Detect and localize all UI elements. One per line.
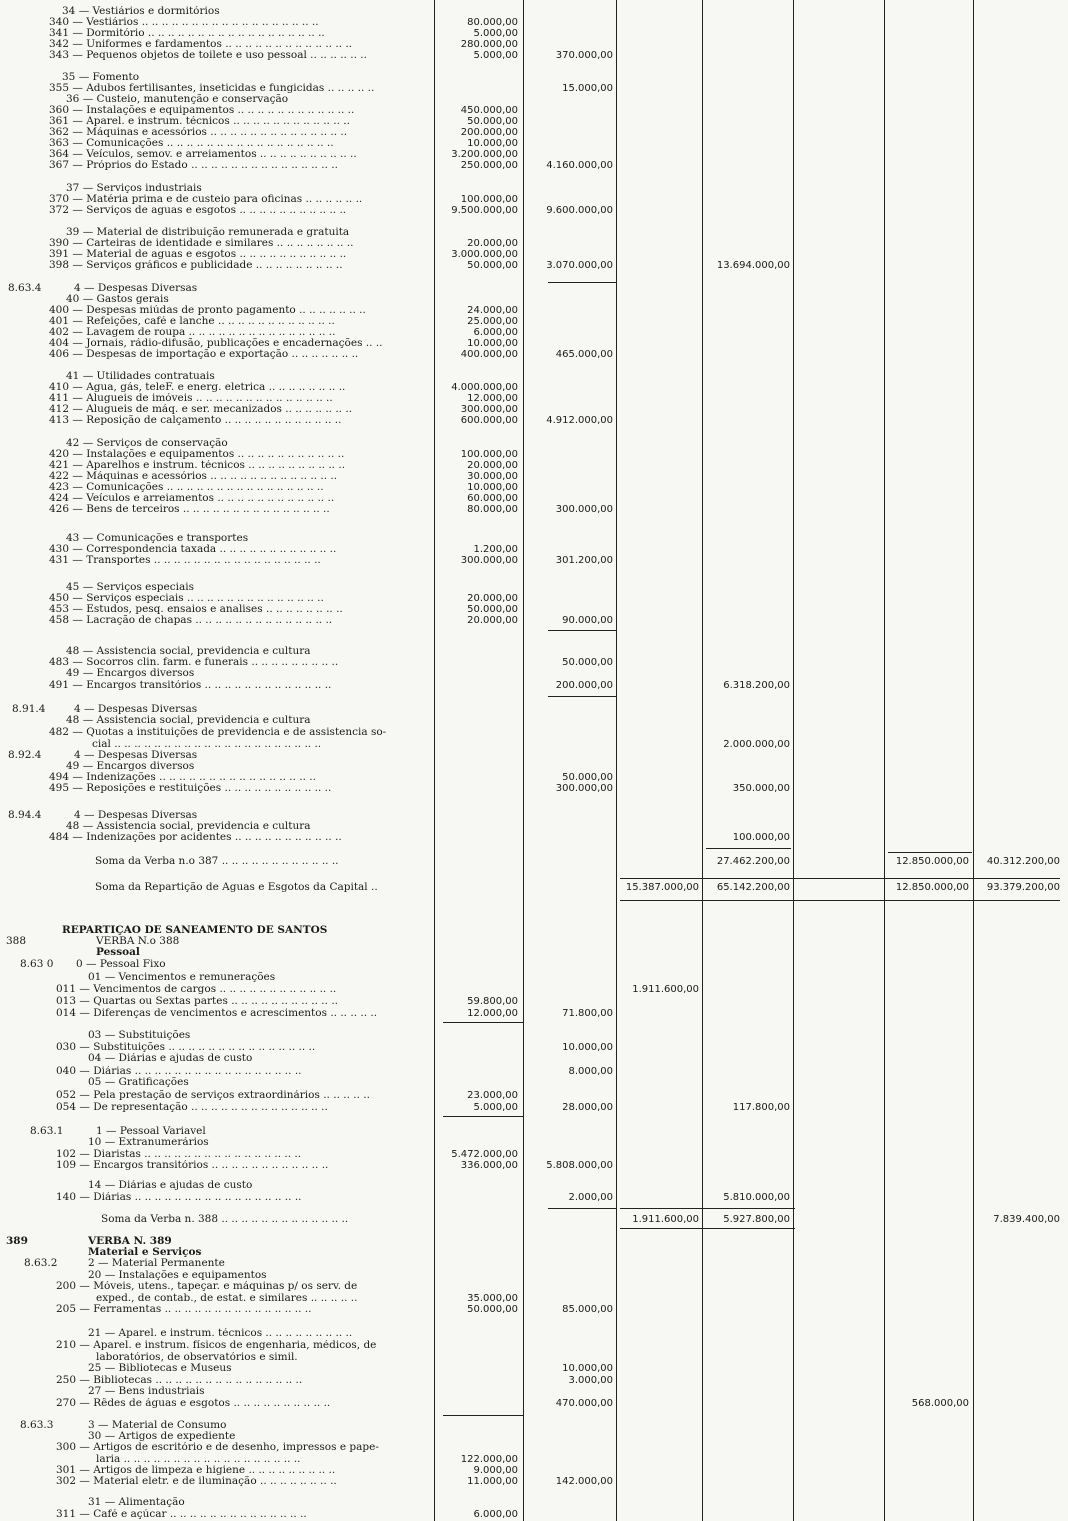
row-label: laboratórios, de observatórios e simil. (96, 1352, 298, 1363)
row-label: 367 — Próprios do Estado .. .. .. .. .. .. .. .. .. .. .. .. .. .. .. (49, 160, 338, 171)
amount-col-d: 100.000,00 (732, 832, 790, 843)
amount-col-b: 50.000,00 (562, 657, 613, 668)
row-label: 4 — Despesas Diversas (74, 750, 198, 761)
row-label: 372 — Serviços de aguas e esgotos .. .. .. .. .. .. .. .. .. .. .. (49, 205, 347, 216)
row-label: 426 — Bens de terceiros .. .. .. .. .. .. .. .. .. .. .. .. .. .. .. (49, 504, 330, 515)
row-label: 4 — Despesas Diversas (74, 810, 198, 821)
row-label: 8.63.1 (30, 1126, 64, 1137)
amount-col-f: 12.850.000,00 (895, 882, 969, 893)
subtotal-rule (620, 1208, 795, 1209)
row-label: 8.94.4 (8, 810, 42, 821)
row-label: 4 — Despesas Diversas (74, 283, 198, 294)
amount-col-d: 5.810.000,00 (723, 1192, 790, 1203)
row-label: 8.63.4 (8, 283, 42, 294)
amount-col-b: 4.160.000,00 (546, 160, 613, 171)
amount-col-b: 15.000,00 (562, 83, 613, 94)
row-label: 013 — Quartas ou Sextas partes .. .. .. .. .. .. .. .. .. .. .. (56, 996, 338, 1007)
amount-col-a: 5.000,00 (473, 28, 518, 39)
row-label: 49 — Encargos diversos (66, 761, 195, 772)
row-label: 355 — Adubos fertilisantes, inseticidas e fungicidas .. .. .. .. .. (49, 83, 375, 94)
amount-col-f: 568.000,00 (911, 1398, 969, 1409)
amount-col-a: 50.000,00 (467, 116, 518, 127)
row-label: 400 — Despesas miúdas de pronto pagamento .. .. .. .. .. .. .. (49, 305, 366, 316)
row-label: 360 — Instalações e equipamentos .. .. .. .. .. .. .. .. .. .. .. .. (49, 105, 355, 116)
row-label: 200 — Móveis, utens., tapeçar. e máquinas p/ os serv. de (56, 1281, 358, 1292)
row-label: 342 — Uniformes e fardamentos .. .. .. .. .. .. .. .. .. .. .. .. .. (49, 39, 353, 50)
amount-col-a: 10.000,00 (467, 482, 518, 493)
row-label: 8.92.4 (8, 750, 42, 761)
amount-col-a: 100.000,00 (460, 194, 518, 205)
row-label: 402 — Lavagem de roupa .. .. .. .. .. .. .. .. .. .. .. .. .. .. .. (49, 327, 336, 338)
row-label: VERBA N.o 388 (96, 936, 180, 947)
amount-col-d: 5.927.800,00 (723, 1214, 790, 1225)
amount-col-a: 6.000,00 (473, 327, 518, 338)
row-label: 422 — Máquinas e acessórios .. .. .. .. .. .. .. .. .. .. .. .. .. (49, 471, 338, 482)
row-label: 300 — Artigos de escritório e de desenho, impressos e pape- (56, 1442, 379, 1453)
amount-col-c: 15.387.000,00 (625, 882, 699, 893)
amount-col-b: 85.000,00 (562, 1304, 613, 1315)
subtotal-rule (548, 696, 616, 697)
row-label: 109 — Encargos transitórios .. .. .. .. .. .. .. .. .. .. .. .. (56, 1160, 329, 1171)
amount-col-a: 9.000,00 (473, 1465, 518, 1476)
subtotal-rule (443, 1415, 523, 1416)
row-label: 302 — Material eletr. e de iluminação .. .. .. .. .. .. .. .. (56, 1476, 337, 1487)
amount-col-b: 10.000,00 (562, 1042, 613, 1053)
row-label: 8.91.4 (12, 704, 46, 715)
row-label: 364 — Veículos, semov. e arreiamentos .. .. .. .. .. .. .. .. .. .. (49, 149, 357, 160)
row-label: Soma da Verba n. 388 .. .. .. .. .. .. .. .. .. .. .. .. .. (101, 1214, 349, 1225)
row-label: 3 — Material de Consumo (88, 1420, 227, 1431)
amount-col-a: 50.000,00 (467, 604, 518, 615)
amount-col-a: 450.000,00 (460, 105, 518, 116)
amount-col-b: 4.912.000,00 (546, 415, 613, 426)
amount-col-b: 300.000,00 (555, 504, 613, 515)
subtotal-rule (620, 1228, 795, 1229)
column-rule (702, 0, 703, 1521)
row-label: 421 — Aparelhos e instrum. técnicos .. .. .. .. .. .. .. .. .. .. (49, 460, 346, 471)
amount-col-a: 20.000,00 (467, 615, 518, 626)
amount-col-b: 28.000,00 (562, 1102, 613, 1113)
row-label: 341 — Dormitório .. .. .. .. .. .. .. .. .. .. .. .. .. .. .. .. .. .. (49, 28, 325, 39)
amount-col-a: 250.000,00 (460, 160, 518, 171)
amount-col-a: 10.000,00 (467, 338, 518, 349)
row-label: Pessoal (96, 947, 140, 958)
row-label: 398 — Serviços gráficos e publicidade .. .. .. .. .. .. .. .. .. (49, 260, 343, 271)
row-label: 25 — Bibliotecas e Museus (88, 1363, 232, 1374)
row-label: 423 — Comunicações .. .. .. .. .. .. .. .. .. .. .. .. .. .. .. .. (49, 482, 324, 493)
row-label: 482 — Quotas a instituições de previdencia e de assistencia so- (49, 727, 387, 738)
amount-col-a: 59.800,00 (467, 996, 518, 1007)
row-label: 27 — Bens industriais (88, 1386, 205, 1397)
amount-col-a: 400.000,00 (460, 349, 518, 360)
row-label: 363 — Comunicações .. .. .. .. .. .. .. .. .. .. .. .. .. .. .. .. .. (49, 138, 334, 149)
amount-col-d: 117.800,00 (732, 1102, 790, 1113)
subtotal-rule (443, 1022, 523, 1023)
amount-col-f: 12.850.000,00 (895, 856, 969, 867)
row-label: 14 — Diárias e ajudas de custo (88, 1180, 253, 1191)
amount-col-a: 60.000,00 (467, 493, 518, 504)
amount-col-a: 11.000,00 (467, 1476, 518, 1487)
subtotal-rule (548, 1208, 616, 1209)
amount-col-a: 200.000,00 (460, 127, 518, 138)
amount-col-a: 24.000,00 (467, 305, 518, 316)
row-label: 39 — Material de distribuição remunerada e gratuita (66, 227, 350, 238)
amount-col-d: 27.462.200,00 (716, 856, 790, 867)
amount-col-a: 80.000,00 (467, 504, 518, 515)
row-label: 36 — Custeio, manutenção e conservação (66, 94, 289, 105)
row-label: 370 — Matéria prima e de custeio para oficinas .. .. .. .. .. .. (49, 194, 363, 205)
amount-col-d: 6.318.200,00 (723, 680, 790, 691)
row-label: 450 — Serviços especiais .. .. .. .. .. .. .. .. .. .. .. .. .. .. (49, 593, 324, 604)
row-label: 20 — Instalações e equipamentos (88, 1270, 267, 1281)
row-label: exped., de contab., de estat. e similares .. .. .. .. .. (96, 1293, 358, 1304)
amount-col-a: 50.000,00 (467, 1304, 518, 1315)
amount-col-a: 1.200,00 (473, 544, 518, 555)
row-label: 49 — Encargos diversos (66, 668, 195, 679)
amount-col-g: 40.312.200,00 (986, 856, 1060, 867)
row-label: 391 — Material de aguas e esgotos .. .. .. .. .. .. .. .. .. .. .. (49, 249, 347, 260)
row-label: 03 — Substituições (88, 1030, 191, 1041)
amount-col-b: 9.600.000,00 (546, 205, 613, 216)
amount-col-a: 280.000,00 (460, 39, 518, 50)
row-label: 8.63.3 (20, 1420, 54, 1431)
row-label: 01 — Vencimentos e remunerações (88, 972, 276, 983)
column-rule (523, 0, 524, 1521)
row-label: 10 — Extranumerários (88, 1137, 209, 1148)
subtotal-rule (620, 878, 1060, 879)
row-label: 030 — Substituições .. .. .. .. .. .. .. .. .. .. .. .. .. .. .. (56, 1042, 316, 1053)
row-label: 011 — Vencimentos de cargos .. .. .. .. .. .. .. .. .. .. .. .. (56, 984, 337, 995)
row-label: VERBA N. 389 (88, 1236, 172, 1247)
column-rule (616, 0, 617, 1521)
amount-col-a: 12.000,00 (467, 1008, 518, 1019)
row-label: 054 — De representação .. .. .. .. .. .. .. .. .. .. .. .. .. .. (56, 1102, 328, 1113)
row-label: 361 — Aparel. e instrum. técnicos .. .. .. .. .. .. .. .. .. .. .. .. (49, 116, 350, 127)
amount-col-b: 2.000,00 (568, 1192, 613, 1203)
amount-col-b: 3.070.000,00 (546, 260, 613, 271)
row-label: 21 — Aparel. e instrum. técnicos .. .. .. .. .. .. .. .. .. (88, 1328, 353, 1339)
amount-col-a: 10.000,00 (467, 138, 518, 149)
amount-col-a: 30.000,00 (467, 471, 518, 482)
row-label: 483 — Socorros clin. farm. e funerais .. .. .. .. .. .. .. .. .. (49, 657, 339, 668)
row-label: 205 — Ferramentas .. .. .. .. .. .. .. .. .. .. .. .. .. .. .. (56, 1304, 312, 1315)
amount-col-a: 3.000.000,00 (451, 249, 518, 260)
row-label: 30 — Artigos de expediente (88, 1431, 236, 1442)
amount-col-g: 93.379.200,00 (986, 882, 1060, 893)
row-label: 37 — Serviços industriais (66, 183, 202, 194)
amount-col-a: 20.000,00 (467, 460, 518, 471)
row-label: 410 — Agua, gás, teleF. e energ. eletrica .. .. .. .. .. .. .. .. (49, 382, 346, 393)
subtotal-rule (620, 900, 1060, 901)
column-rule (793, 0, 794, 1521)
amount-col-b: 300.000,00 (555, 783, 613, 794)
row-label: 430 — Correspondencia taxada .. .. .. .. .. .. .. .. .. .. .. .. (49, 544, 337, 555)
row-label: 8.63.2 (24, 1258, 58, 1269)
row-label: laria .. .. .. .. .. .. .. .. .. .. .. .. .. .. .. .. .. .. (96, 1454, 301, 1465)
row-label: 389 (6, 1236, 28, 1247)
row-label: 301 — Artigos de limpeza e higiene .. .. .. .. .. .. .. .. .. (56, 1465, 336, 1476)
row-label: Soma da Verba n.o 387 .. .. .. .. .. .. .. .. .. .. .. .. (95, 856, 339, 867)
amount-col-a: 23.000,00 (467, 1090, 518, 1101)
row-label: 453 — Estudos, pesq. ensaios e analises .. .. .. .. .. .. .. .. (49, 604, 343, 615)
amount-col-b: 71.800,00 (562, 1008, 613, 1019)
row-label: 406 — Despesas de importação e exportação .. .. .. .. .. .. .. (49, 349, 359, 360)
amount-col-c: 1.911.600,00 (632, 1214, 699, 1225)
row-label: 34 — Vestiários e dormitórios (62, 6, 220, 17)
amount-col-a: 336.000,00 (460, 1160, 518, 1171)
row-label: 388 (6, 936, 27, 947)
amount-col-a: 25.000,00 (467, 316, 518, 327)
row-label: 42 — Serviços de conservação (66, 438, 228, 449)
row-label: 102 — Diaristas .. .. .. .. .. .. .. .. .. .. .. .. .. .. .. .. (56, 1149, 302, 1160)
row-label: 495 — Reposições e restituições .. .. .. .. .. .. .. .. .. .. .. (49, 783, 332, 794)
row-label: 41 — Utilidades contratuais (66, 371, 215, 382)
amount-col-a: 12.000,00 (467, 393, 518, 404)
row-label: 270 — Rêdes de águas e esgotos .. .. .. .. .. .. .. .. .. .. (56, 1398, 331, 1409)
row-label: 8.63 0 (20, 959, 54, 970)
amount-col-b: 8.000,00 (568, 1066, 613, 1077)
row-label: 362 — Máquinas e acessórios .. .. .. .. .. .. .. .. .. .. .. .. .. .. (49, 127, 348, 138)
amount-col-c: 1.911.600,00 (632, 984, 699, 995)
row-label: 431 — Transportes .. .. .. .. .. .. .. .. .. .. .. .. .. .. .. .. .. (49, 555, 321, 566)
amount-col-b: 50.000,00 (562, 772, 613, 783)
row-label: 43 — Comunicações e transportes (66, 533, 249, 544)
subtotal-rule (888, 852, 972, 853)
amount-col-a: 122.000,00 (460, 1454, 518, 1465)
row-label: 343 — Pequenos objetos de toilete e uso pessoal .. .. .. .. .. .. (49, 50, 367, 61)
amount-col-d: 13.694.000,00 (716, 260, 790, 271)
row-label: 140 — Diárias .. .. .. .. .. .. .. .. .. .. .. .. .. .. .. .. .. (56, 1192, 302, 1203)
row-label: 48 — Assistencia social, previdencia e cultura (66, 715, 311, 726)
row-label: 250 — Bibliotecas .. .. .. .. .. .. .. .. .. .. .. .. .. .. .. (56, 1375, 303, 1386)
subtotal-rule (548, 282, 616, 283)
amount-col-b: 3.000,00 (568, 1375, 613, 1386)
amount-col-b: 90.000,00 (562, 615, 613, 626)
amount-col-d: 350.000,00 (732, 783, 790, 794)
row-label: 404 — Jornais, rádio-difusão, publicações e encadernações .. .. (49, 338, 383, 349)
row-label: 48 — Assistencia social, previdencia e cultura (66, 821, 311, 832)
amount-col-a: 6.000,00 (473, 1509, 518, 1520)
row-label: 052 — Pela prestação de serviços extraordinários .. .. .. .. .. (56, 1090, 370, 1101)
row-label: 390 — Carteiras de identidade e similares .. .. .. .. .. .. .. .. (49, 238, 354, 249)
row-label: 401 — Refeições, café e lanche .. .. .. .. .. .. .. .. .. .. .. .. (49, 316, 335, 327)
amount-col-b: 10.000,00 (562, 1363, 613, 1374)
amount-col-a: 4.000.000,00 (451, 382, 518, 393)
row-label: 424 — Veículos e arreiamentos .. .. .. .. .. .. .. .. .. .. .. .. (49, 493, 335, 504)
column-rule (973, 0, 974, 1521)
amount-col-a: 20.000,00 (467, 593, 518, 604)
row-label: 491 — Encargos transitórios .. .. .. .. .. .. .. .. .. .. .. .. .. (49, 680, 332, 691)
row-label: 2 — Material Permanente (88, 1258, 225, 1269)
amount-col-a: 80.000,00 (467, 17, 518, 28)
subtotal-rule (706, 848, 791, 849)
row-label: 014 — Diferenças de vencimentos e acrescimentos .. .. .. .. .. (56, 1008, 378, 1019)
amount-col-a: 300.000,00 (460, 404, 518, 415)
row-label: 311 — Café e açúcar .. .. .. .. .. .. .. .. .. .. .. .. .. .. (56, 1509, 307, 1520)
amount-col-a: 20.000,00 (467, 238, 518, 249)
amount-col-b: 370.000,00 (555, 50, 613, 61)
subtotal-rule (548, 630, 616, 631)
row-label: 1 — Pessoal Variavel (96, 1126, 206, 1137)
row-label: 48 — Assistencia social, previdencia e cultura (66, 646, 311, 657)
row-label: Material e Serviços (88, 1247, 202, 1258)
row-label: 484 — Indenizações por acidentes .. .. .. .. .. .. .. .. .. .. .. (49, 832, 342, 843)
row-label: 04 — Diárias e ajudas de custo (88, 1053, 253, 1064)
column-rule (434, 0, 435, 1521)
row-label: 412 — Alugueis de máq. e ser. mecanizados .. .. .. .. .. .. .. (49, 404, 353, 415)
row-label: 413 — Reposição de calçamento .. .. .. .. .. .. .. .. .. .. .. .. (49, 415, 342, 426)
amount-col-a: 50.000,00 (467, 260, 518, 271)
amount-col-a: 5.000,00 (473, 1102, 518, 1113)
row-label: 411 — Alugueis de imóveis .. .. .. .. .. .. .. .. .. .. .. .. .. .. (49, 393, 333, 404)
amount-col-a: 5.000,00 (473, 50, 518, 61)
row-label: REPARTIÇÃO DE SANEAMENTO DE SANTOS (62, 925, 328, 936)
amount-col-a: 300.000,00 (460, 555, 518, 566)
row-label: 4 — Despesas Diversas (74, 704, 198, 715)
row-label: 40 — Gastos gerais (66, 294, 169, 305)
row-label: 0 — Pessoal Fixo (76, 959, 166, 970)
amount-col-b: 200.000,00 (555, 680, 613, 691)
row-label: 35 — Fomento (62, 72, 140, 83)
amount-col-g: 7.839.400,00 (993, 1214, 1060, 1225)
subtotal-rule (443, 1116, 523, 1117)
amount-col-b: 142.000,00 (555, 1476, 613, 1487)
amount-col-a: 35.000,00 (467, 1293, 518, 1304)
amount-col-b: 465.000,00 (555, 349, 613, 360)
row-label: 040 — Diárias .. .. .. .. .. .. .. .. .. .. .. .. .. .. .. .. .. (56, 1066, 302, 1077)
row-label: 420 — Instalações e equipamentos .. .. .. .. .. .. .. .. .. .. .. (49, 449, 345, 460)
amount-col-a: 3.200.000,00 (451, 149, 518, 160)
amount-col-b: 5.808.000,00 (546, 1160, 613, 1171)
row-label: 31 — Alimentação (88, 1497, 185, 1508)
amount-col-a: 600.000,00 (460, 415, 518, 426)
amount-col-a: 100.000,00 (460, 449, 518, 460)
amount-col-a: 5.472.000,00 (451, 1149, 518, 1160)
row-label: 45 — Serviços especiais (66, 582, 194, 593)
row-label: 340 — Vestiários .. .. .. .. .. .. .. .. .. .. .. .. .. .. .. .. .. .. (49, 17, 319, 28)
row-label: 458 — Lacração de chapas .. .. .. .. .. .. .. .. .. .. .. .. .. .. (49, 615, 333, 626)
amount-col-b: 470.000,00 (555, 1398, 613, 1409)
amount-col-a: 9.500.000,00 (451, 205, 518, 216)
row-label: 05 — Gratificações (88, 1077, 189, 1088)
amount-col-d: 65.142.200,00 (716, 882, 790, 893)
row-label: 494 — Indenizações .. .. .. .. .. .. .. .. .. .. .. .. .. .. .. .. (49, 772, 316, 783)
row-label: cial .. .. .. .. .. .. .. .. .. .. .. .. .. .. .. .. .. .. .. .. .. (92, 739, 322, 750)
row-label: 210 — Aparel. e instrum. físicos de engenharia, médicos, de (56, 1340, 377, 1351)
row-label: Soma da Repartição de Aguas e Esgotos da Capital .. (95, 882, 378, 893)
amount-col-b: 301.200,00 (555, 555, 613, 566)
amount-col-d: 2.000.000,00 (723, 739, 790, 750)
column-rule (884, 0, 885, 1521)
